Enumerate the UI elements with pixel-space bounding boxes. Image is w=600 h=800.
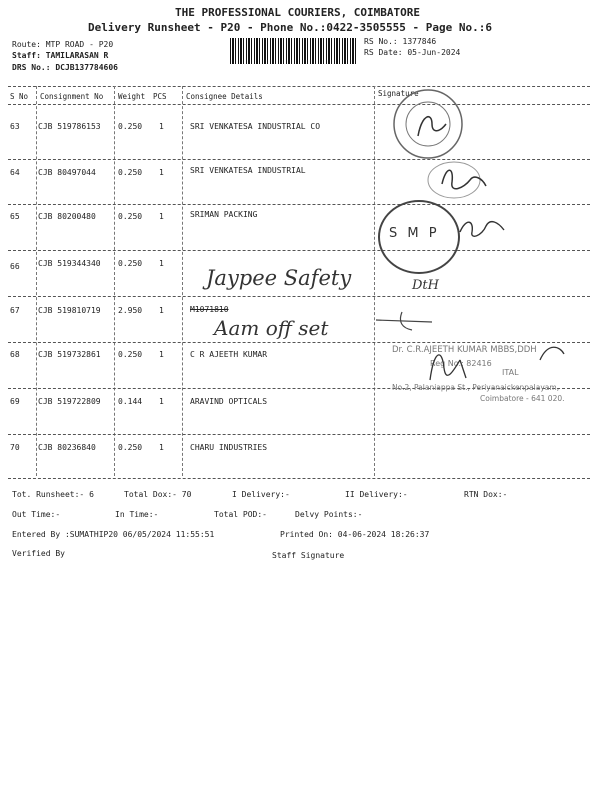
row-weight: 0.250: [118, 259, 143, 268]
rtn-dox: RTN Dox:-: [464, 490, 508, 499]
col-header-consignee: Consignee Details: [186, 92, 263, 101]
row-sno: 69: [10, 397, 20, 406]
row-weight: 0.250: [118, 212, 143, 221]
row-consignee: C R AJEETH KUMAR: [190, 350, 268, 359]
row-sno: 66: [10, 262, 20, 271]
col-divider: [36, 86, 37, 476]
row-pcs: 1: [159, 443, 164, 452]
row-pcs: 1: [159, 397, 164, 406]
row-consignment: CJB 519810719: [38, 306, 101, 315]
company-title: THE PROFESSIONAL COURIERS, COIMBATORE: [175, 6, 421, 19]
total-dox: Total Dox:- 70: [124, 490, 192, 499]
row-consignee: CHARU INDUSTRIES: [190, 443, 268, 452]
ii-delivery: II Delivery:-: [345, 490, 408, 499]
row-pcs: 1: [159, 122, 164, 131]
doctor-stamp-reg: Reg No.: 82416: [430, 359, 492, 368]
row-rule: [8, 204, 590, 205]
col-header-signature: Signature: [378, 89, 419, 98]
runsheet-subtitle: Delivery Runsheet - P20 - Phone No.:0422-3505555 - Page No.:6: [88, 21, 492, 34]
drs-number: DRS No.: DCJB137784606: [12, 63, 118, 72]
col-header-weight: Weight: [118, 92, 146, 101]
col-divider: [374, 86, 375, 476]
row-weight: 0.144: [118, 397, 143, 406]
doctor-stamp-city: Coimbatore - 641 020.: [480, 394, 565, 403]
row-pcs: 1: [159, 350, 164, 359]
route-label: Route: MTP ROAD - P20: [12, 40, 114, 49]
smp-stamp-text: S M P: [389, 226, 440, 241]
doctor-stamp-address: No.2, Palaniappa St., Periyanaickenpalayam,: [392, 383, 560, 392]
col-header-consignment: Consignment No: [40, 92, 104, 101]
col-divider: [182, 86, 183, 476]
handwritten-jaypee-safety: Jaypee Safety: [206, 266, 352, 290]
row-pcs: 1: [159, 168, 164, 177]
round-seal-stamp: [388, 84, 468, 164]
i-delivery: I Delivery:-: [232, 490, 290, 499]
printed-on: Printed On: 04-06-2024 18:26:37: [280, 530, 430, 539]
rs-date: RS Date: 05-Jun-2024: [364, 48, 461, 57]
row-rule: [8, 434, 590, 435]
signature-row64: [424, 160, 504, 204]
barcode: [230, 38, 356, 64]
signature-row65: [456, 212, 508, 242]
row-weight: 0.250: [118, 122, 143, 131]
row-consignee: ARAVIND OPTICALS: [190, 397, 268, 406]
row-consignment: CJB 519786153: [38, 122, 101, 131]
row-sno: 64: [10, 168, 20, 177]
col-header-pcs: PCS: [153, 92, 167, 101]
row-rule: [8, 296, 590, 297]
row-pcs: 1: [159, 306, 164, 315]
row-consignment: CJB 519722809: [38, 397, 101, 406]
row-sno: 63: [10, 122, 20, 131]
row-weight: 0.250: [118, 168, 143, 177]
col-divider: [114, 86, 115, 476]
delvy-points: Delvy Points:-: [295, 510, 363, 519]
row-consignee: M1071810: [190, 305, 229, 314]
tot-runsheet: Tot. Runsheet:- 6: [12, 490, 94, 499]
signature-row67: [372, 304, 472, 334]
table-top-rule: [8, 86, 590, 87]
table-header-rule: [8, 104, 590, 105]
rs-number: RS No.: 1377846: [364, 37, 437, 46]
total-pod: Total POD:-: [214, 510, 267, 519]
out-time: Out Time:-: [12, 510, 61, 519]
row-consignment: CJB 80497044: [38, 168, 96, 177]
row-sno: 68: [10, 350, 20, 359]
row-rule: [8, 250, 590, 251]
row-sno: 70: [10, 443, 20, 452]
row-consignee: SRI VENKATESA INDUSTRIAL CO: [190, 122, 321, 131]
row-pcs: 1: [159, 212, 164, 221]
row-consignment: CJB 519732861: [38, 350, 101, 359]
doctor-stamp-ital: ITAL: [502, 368, 519, 377]
row-consignment: CJB 519344340: [38, 259, 101, 268]
row-consignment: CJB 80200480: [38, 212, 96, 221]
handwritten-aam-offset: Aam off set: [214, 316, 329, 340]
row-pcs: 1: [159, 259, 164, 268]
verified-by: Verified By: [12, 549, 65, 558]
doctor-stamp-name: Dr. C.R.AJEETH KUMAR MBBS,DDH: [392, 345, 537, 355]
row-weight: 0.250: [118, 443, 143, 452]
row-consignee: SRI VENKATESA INDUSTRIAL: [190, 166, 306, 175]
in-time: In Time:-: [115, 510, 159, 519]
row-weight: 0.250: [118, 350, 143, 359]
row-sno: 67: [10, 306, 20, 315]
row-consignment: CJB 80236840: [38, 443, 96, 452]
staff-label: Staff: TAMILARASAN R: [12, 51, 109, 60]
table-bottom-rule: [8, 478, 590, 479]
row-weight: 2.950: [118, 306, 143, 315]
col-header-sno: S No: [10, 92, 29, 101]
row-consignee: SRIMAN PACKING: [190, 210, 258, 219]
signature-row68: [420, 340, 570, 390]
handwritten-dth: DtH: [412, 278, 439, 293]
staff-signature-label: Staff Signature: [272, 551, 345, 560]
row-sno: 65: [10, 212, 20, 221]
entered-by: Entered By :SUMATHIP20 06/05/2024 11:55:51: [12, 530, 215, 539]
